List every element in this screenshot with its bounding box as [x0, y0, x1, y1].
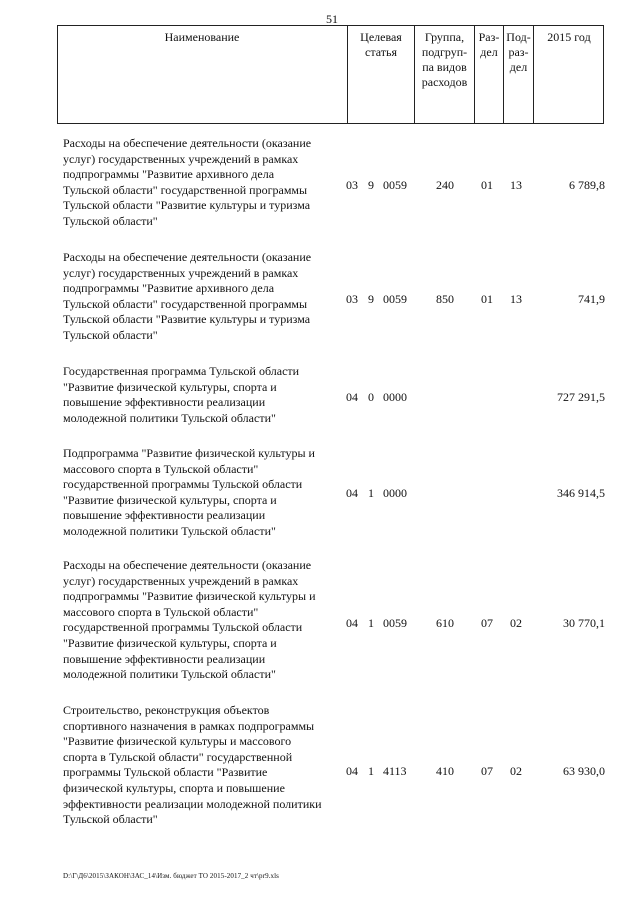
row-name — [63, 703, 343, 828]
row-name — [63, 558, 343, 683]
target-code-part2: 1 — [368, 764, 374, 778]
row-name — [63, 364, 343, 426]
subsection-code: 13 — [510, 178, 522, 192]
row-name-line: подпрограммы "Развитие физической культуры и — [63, 589, 316, 604]
row-name-line: Государственная программа Тульской области — [63, 364, 300, 378]
amount-2015: 346 914,5 — [557, 486, 605, 500]
header-name — [57, 26, 347, 124]
amount-2015: 63 930,0 — [563, 764, 605, 778]
row-name-line: Тульской области "Развитие культуры и туризма — [63, 312, 311, 327]
header-group-l2: подгруп- — [421, 45, 468, 59]
target-code-part2: 1 — [368, 616, 374, 630]
row-name-line: программы Тульской области "Развитие — [63, 765, 268, 780]
row-name-line: Строительство, реконструкция объектов — [63, 703, 270, 717]
row-name-line: "Развитие физической культуры и массового — [63, 734, 292, 749]
row-name-line: спортивного назначения в рамках подпрограммы — [63, 718, 315, 733]
row-name-line: Расходы на обеспечение деятельности (оказание — [63, 136, 312, 150]
target-code-part1: 04 — [346, 390, 358, 404]
target-code-part2: 9 — [368, 292, 374, 306]
subsection-code: 13 — [510, 292, 522, 306]
row-name-line: молодежной политики Тульской области" — [63, 410, 276, 425]
header-group-l4: расходов — [421, 75, 468, 89]
target-code-part3: 0000 — [383, 390, 407, 404]
header-section-l2: дел — [480, 45, 498, 59]
amount-2015: 6 789,8 — [569, 178, 605, 192]
row-name-line: услуг) государственных учреждений в рамках — [63, 265, 299, 280]
expense-group: 850 — [436, 292, 454, 306]
row-name-line: массового спорта в Тульской области" — [63, 461, 259, 476]
section-code: 01 — [481, 292, 493, 306]
row-name-line: подпрограммы "Развитие архивного дела — [63, 167, 275, 182]
header-section-l1: Раз- — [478, 30, 500, 44]
row-name-line: Расходы на обеспечение деятельности (оказание — [63, 250, 312, 264]
row-name-line: "Развитие физической культуры, спорта и — [63, 492, 277, 507]
row-name-line: Тульской области" — [63, 812, 158, 827]
header-group — [414, 26, 474, 124]
target-code-part3: 4113 — [383, 764, 407, 778]
row-name — [63, 446, 343, 540]
header-subsection-l3: дел — [509, 60, 528, 74]
target-code-part1: 04 — [346, 486, 358, 500]
target-code-part3: 0059 — [383, 616, 407, 630]
target-code-part1: 03 — [346, 178, 358, 192]
header-subsection-l1: Под- — [506, 30, 531, 44]
row-name — [63, 250, 343, 344]
row-name-line: массового спорта в Тульской области" — [63, 604, 259, 619]
row-name-line: государственной программы Тульской области — [63, 620, 303, 635]
row-name-line: спорта в Тульской области" государственной — [63, 749, 293, 764]
header-name-text: Наименование — [164, 30, 240, 44]
row-name-line: повышение эффективности реализации — [63, 395, 266, 410]
row-name-line: Тульской области" — [63, 327, 158, 342]
header-target — [347, 26, 414, 124]
amount-2015: 741,9 — [578, 292, 605, 306]
header-subsection-l2: раз- — [508, 45, 529, 59]
row-name-line: Тульской области" государственной программы — [63, 182, 308, 197]
row-name-line: молодежной политики Тульской области" — [63, 667, 276, 682]
target-code-part2: 9 — [368, 178, 374, 192]
section-code: 01 — [481, 178, 493, 192]
row-name-line: Тульской области" — [63, 213, 158, 228]
amount-2015: 30 770,1 — [563, 616, 605, 630]
row-name-line: услуг) государственных учреждений в рамках — [63, 151, 299, 166]
target-code-part3: 0059 — [383, 178, 407, 192]
header-group-l3: па видов — [422, 60, 467, 74]
row-name-line: "Развитие физической культуры, спорта и — [63, 379, 277, 394]
target-code-part3: 0000 — [383, 486, 407, 500]
subsection-code: 02 — [510, 764, 522, 778]
row-name — [63, 136, 343, 230]
expense-group: 610 — [436, 616, 454, 630]
section-code: 07 — [481, 764, 493, 778]
row-name-line: Подпрограмма "Развитие физической культуры и — [63, 446, 315, 460]
target-code-part1: 04 — [346, 616, 358, 630]
amount-2015: 727 291,5 — [557, 390, 605, 404]
row-name-line: повышение эффективности реализации — [63, 508, 266, 523]
header-target-l2: статья — [365, 45, 397, 59]
row-name-line: Тульской области" государственной программы — [63, 296, 308, 311]
row-name-line: молодежной политики Тульской области" — [63, 523, 276, 538]
header-subsection — [503, 26, 533, 124]
target-code-part1: 04 — [346, 764, 358, 778]
target-code-part2: 1 — [368, 486, 374, 500]
row-name-line: государственной программы Тульской области — [63, 477, 303, 492]
target-code-part2: 0 — [368, 390, 374, 404]
subsection-code: 02 — [510, 616, 522, 630]
expense-group: 410 — [436, 764, 454, 778]
header-group-l1: Группа, — [424, 30, 465, 44]
header-section — [474, 26, 503, 124]
row-name-line: эффективности реализации молодежной политики — [63, 796, 322, 811]
page-number: 51 — [326, 12, 338, 26]
file-path-footer: D:\Г\Д6\2015\ЗАКОН\ЗАС_14\Изм. бюджет ТО 2015-2017_2 чт\pr9.xls — [63, 872, 279, 880]
row-name-line: повышение эффективности реализации — [63, 651, 266, 666]
header-target-l1: Целевая — [360, 30, 402, 44]
header-year — [533, 26, 604, 124]
row-name-line: подпрограммы "Развитие архивного дела — [63, 281, 275, 296]
header-year-text: 2015 год — [547, 30, 591, 44]
expense-group: 240 — [436, 178, 454, 192]
row-name-line: физической культуры, спорта и повышение — [63, 780, 285, 795]
row-name-line: "Развитие физической культуры, спорта и — [63, 635, 277, 650]
row-name-line: Расходы на обеспечение деятельности (оказание — [63, 558, 312, 572]
row-name-line: Тульской области "Развитие культуры и туризма — [63, 198, 311, 213]
target-code-part1: 03 — [346, 292, 358, 306]
section-code: 07 — [481, 616, 493, 630]
row-name-line: услуг) государственных учреждений в рамках — [63, 573, 299, 588]
target-code-part3: 0059 — [383, 292, 407, 306]
